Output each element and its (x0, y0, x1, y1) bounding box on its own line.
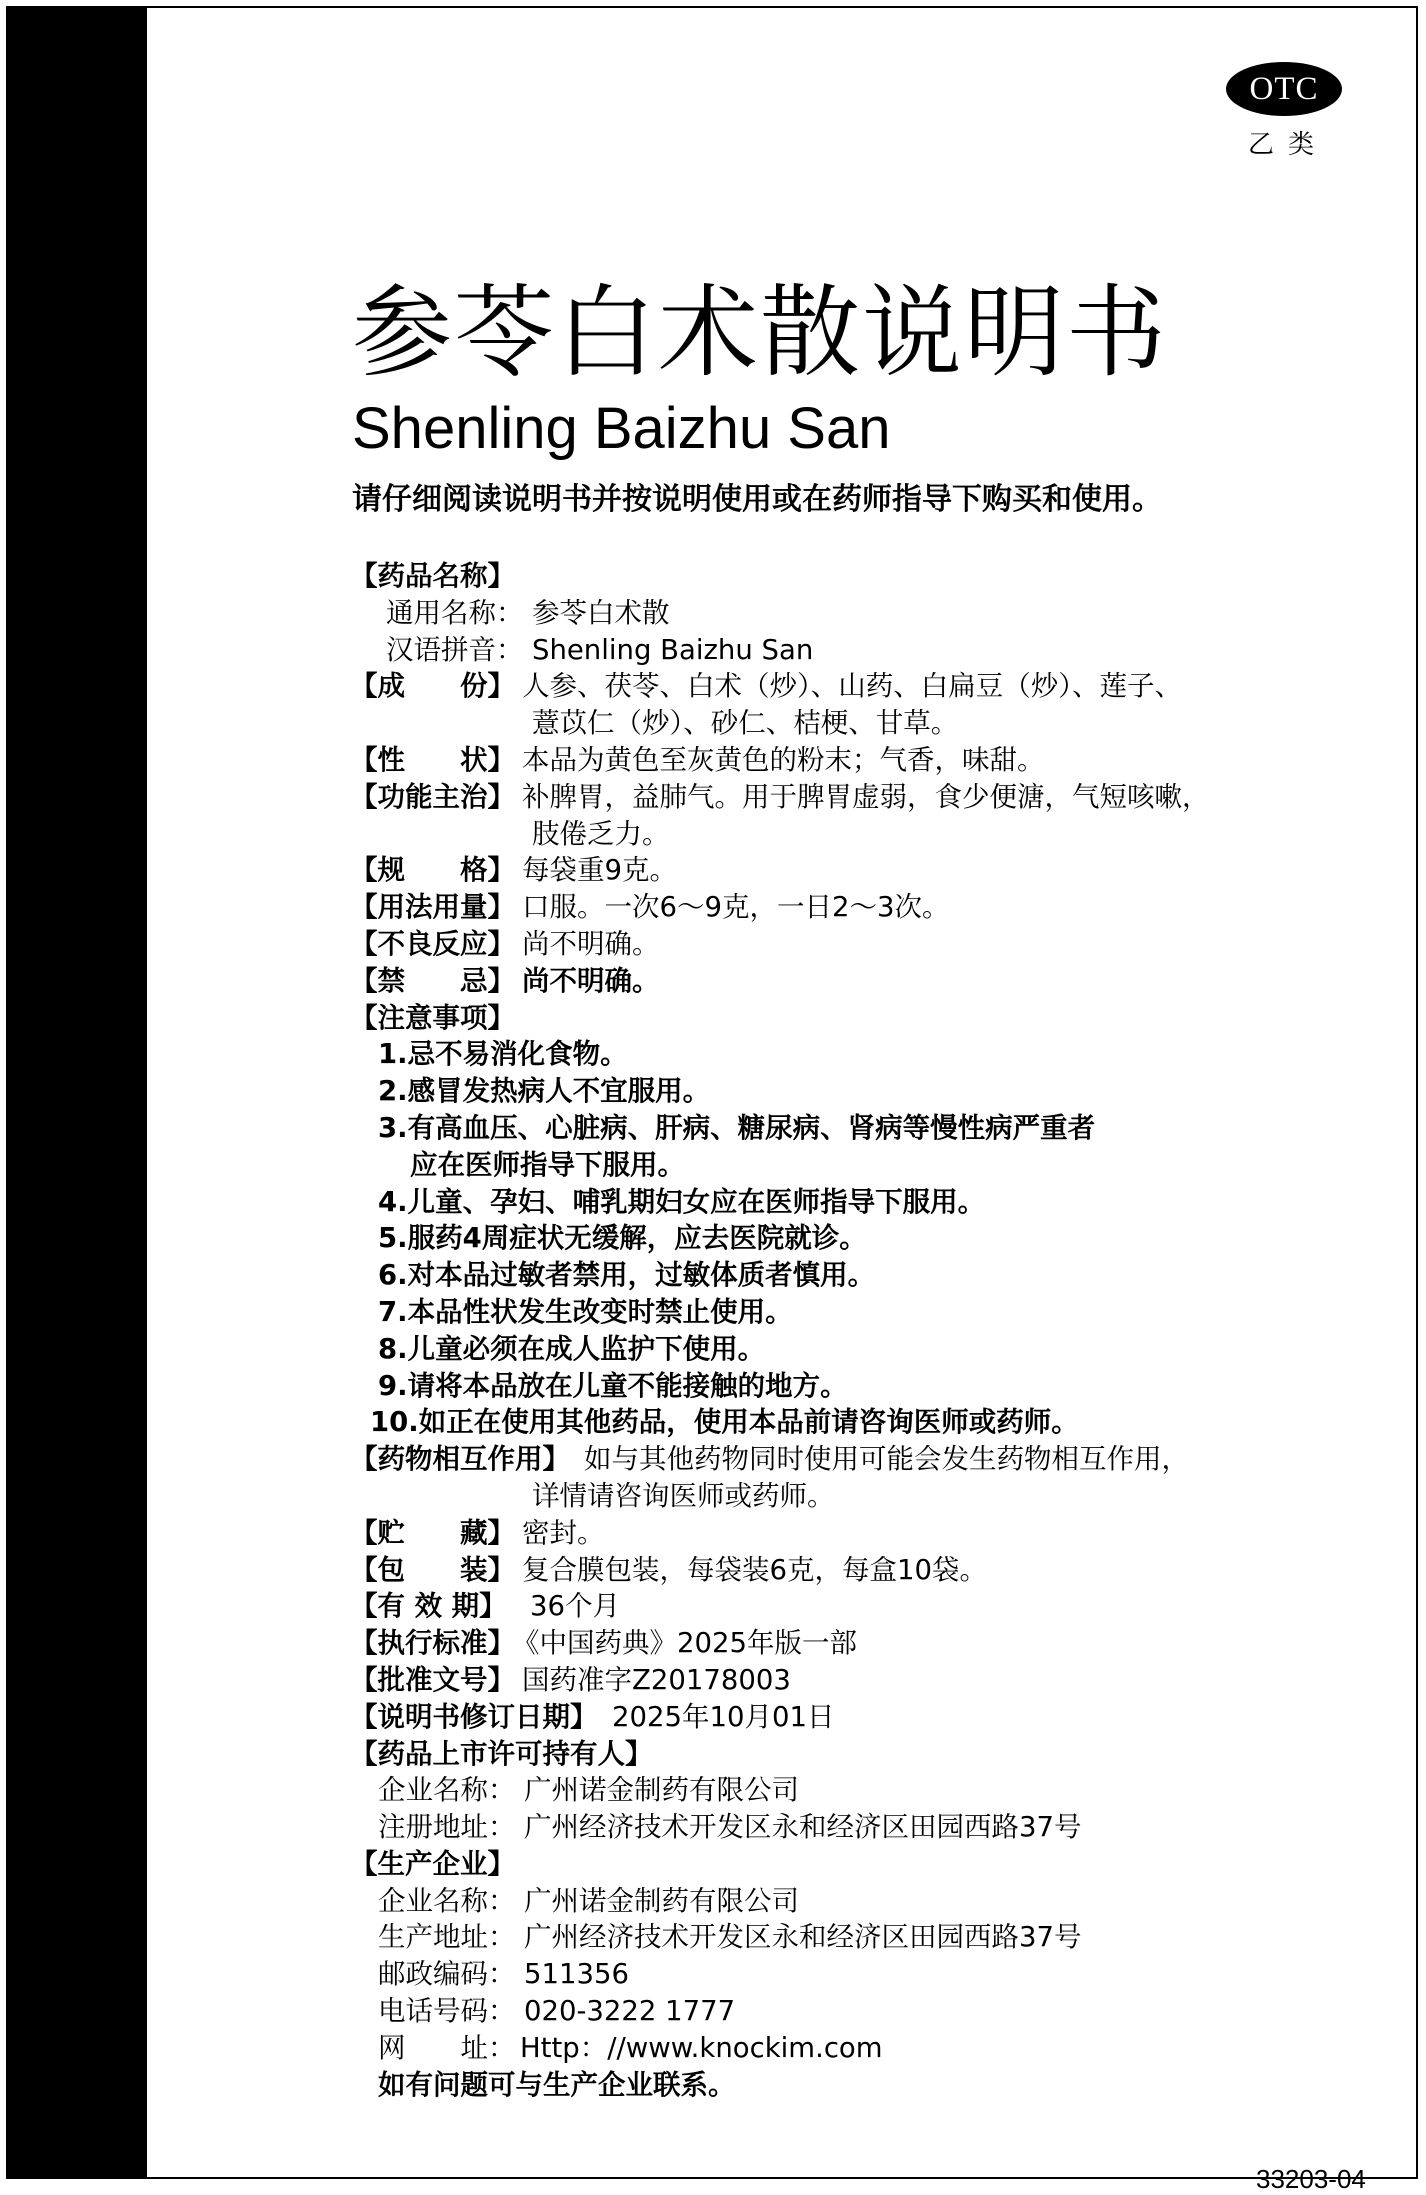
precaution-item: 10.如正在使用其他药品，使用本品前请咨询医师或药师。 (370, 1406, 1079, 1439)
dosage-row: 【用法用量】 口服。一次6～9克，一日2～3次。 (350, 891, 950, 924)
precaution-item: 4.儿童、孕妇、哺乳期妇女应在医师指导下服用。 (378, 1185, 986, 1218)
manufacturer-website-row: 网 址： Http：//www.knockim.com (378, 2031, 883, 2064)
precautions-heading: 【注意事项】 (350, 1001, 515, 1034)
manufacturer-company-row: 企业名称： 广州诺金制药有限公司 (378, 1884, 799, 1917)
precaution-item: 7.本品性状发生改变时禁止使用。 (378, 1295, 793, 1328)
revision-date-row: 【说明书修订日期】 2025年10月01日 (350, 1700, 835, 1733)
version-code: 33203-04 (1256, 2164, 1366, 2194)
storage-row: 【贮 藏】 密封。 (350, 1516, 605, 1549)
precaution-item: 2.感冒发热病人不宜服用。 (378, 1075, 711, 1108)
contact-note: 如有问题可与生产企业联系。 (378, 2068, 736, 2101)
otc-badge: OTC (1226, 62, 1342, 116)
advisory-text: 请仔细阅读说明书并按说明使用或在药师指导下购买和使用。 (352, 482, 1162, 517)
precaution-item: 9.请将本品放在儿童不能接触的地方。 (378, 1369, 848, 1402)
indications-row-cont: 肢倦乏力。 (532, 817, 670, 850)
section-name-heading: 【药品名称】 (350, 560, 515, 592)
composition-row: 【成 份】 人参、茯苓、白术（炒）、山药、白扁豆（炒）、莲子、 (350, 670, 1182, 703)
leaflet-content (350, 558, 1350, 2103)
adverse-row: 【不良反应】 尚不明确。 (350, 927, 660, 960)
holder-heading: 【药品上市许可持有人】 (350, 1737, 653, 1770)
manufacturer-phone-row: 电话号码： 020-3222 1777 (378, 1995, 736, 2028)
precaution-item: 6.对本品过敏者禁用，过敏体质者慎用。 (378, 1259, 876, 1292)
validity-row: 【有 效 期】 36个月 (350, 1590, 620, 1623)
precaution-item: 1.忌不易消化食物。 (378, 1038, 628, 1071)
spec-row: 【规 格】 每袋重9克。 (350, 854, 677, 887)
generic-name-row: 通用名称： 参苓白术散 (386, 596, 670, 629)
interactions-row-cont: 详情请咨询医师或药师。 (532, 1479, 835, 1512)
holder-company-row: 企业名称： 广州诺金制药有限公司 (378, 1774, 799, 1807)
precaution-item: 8.儿童必须在成人监护下使用。 (378, 1332, 766, 1365)
otc-class-label: 乙类 (1247, 130, 1328, 160)
precaution-item-cont: 应在医师指导下服用。 (410, 1148, 685, 1181)
page-title: 参苓白术散说明书 (352, 274, 1168, 391)
appearance-row: 【性 状】 本品为黄色至灰黄色的粉末；气香，味甜。 (350, 743, 1045, 776)
precaution-item: 5.服药4周症状无缓解，应去医院就诊。 (378, 1222, 867, 1255)
manufacturer-postcode-row: 邮政编码： 511356 (378, 1958, 629, 1991)
approval-row: 【批准文号】 国药准字Z20178003 (350, 1663, 791, 1696)
page-title-english: Shenling Baizhu San (352, 396, 891, 461)
contraindication-row: 【禁 忌】 尚不明确。 (350, 964, 660, 997)
indications-row: 【功能主治】 补脾胃，益肺气。用于脾胃虚弱，食少便溏，气短咳嗽， (350, 780, 1210, 813)
holder-address-row: 注册地址： 广州经济技术开发区永和经济区田园西路37号 (378, 1811, 1082, 1844)
composition-row-cont: 薏苡仁（炒）、砂仁、桔梗、甘草。 (532, 707, 959, 740)
left-black-bar (6, 6, 147, 2179)
standard-row: 【执行标准】 《中国药典》2025年版一部 (350, 1627, 857, 1660)
precaution-item: 3.有高血压、心脏病、肝病、糖尿病、肾病等慢性病严重者 (378, 1111, 1096, 1144)
manufacturer-heading: 【生产企业】 (350, 1847, 515, 1880)
package-row: 【包 装】 复合膜包装，每袋装6克，每盒10袋。 (350, 1553, 987, 1586)
interactions-row: 【药物相互作用】 如与其他药物同时使用可能会发生药物相互作用， (350, 1443, 1189, 1476)
manufacturer-address-row: 生产地址： 广州经济技术开发区永和经济区田园西路37号 (378, 1921, 1082, 1954)
pinyin-row: 汉语拼音： Shenling Baizhu San (386, 633, 814, 666)
